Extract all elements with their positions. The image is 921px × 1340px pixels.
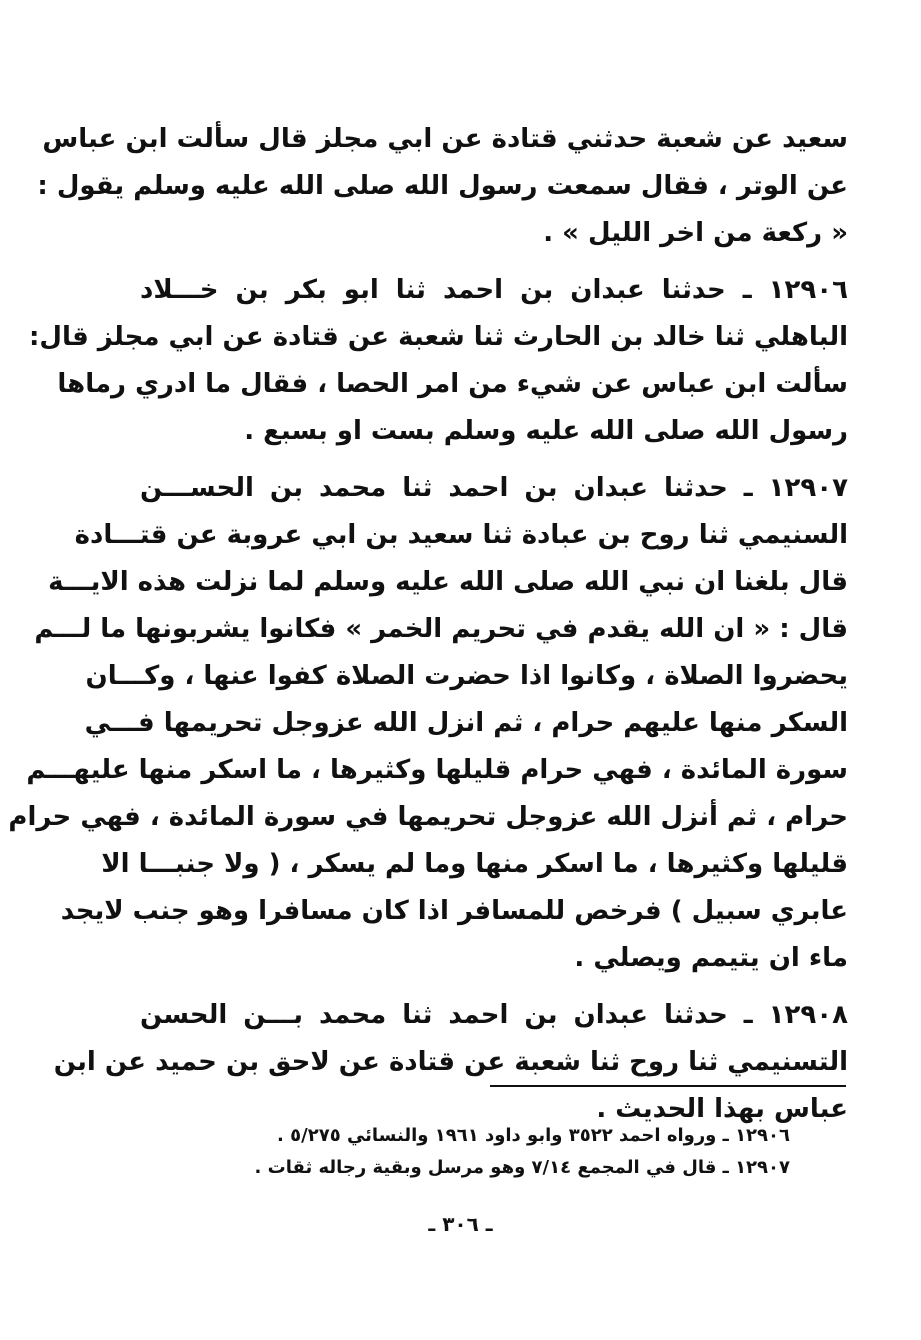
paragraph-hadith-12906	[29, 267, 848, 455]
text-line: سألت ابن عباس عن شيء من امر الحصا ، فقال ما ادري رماها	[57, 369, 848, 399]
main-text	[8, 116, 848, 1143]
text-line: ١٢٩٠٧ ـ حدثنا عبدان بن احمد ثنا محمد بن الحســـن	[140, 473, 848, 503]
paragraph-continuation	[37, 116, 848, 257]
text-line: السكر منها عليهم حرام ، ثم انزل الله عزوجل تحريمها فـــي	[84, 708, 848, 738]
text-line: عباس بهذا الحديث .	[596, 1094, 848, 1124]
footnote-12906: ١٢٩٠٦ ـ ورواه احمد ٣٥٢٢ وابو داود ١٩٦١ والنسائي ٥/٢٧٥ .	[277, 1125, 790, 1146]
text-line: يحضروا الصلاة ، وكانوا اذا حضرت الصلاة كفوا عنها ، وكـــان	[85, 661, 848, 691]
paragraph-hadith-12907	[8, 465, 848, 982]
page-number: ـ ٣٠٦ ـ	[428, 1212, 493, 1236]
text-line: قال : « ان الله يقدم في تحريم الخمر » فكانوا يشربونها ما لـــم	[34, 614, 848, 644]
text-line: ١٢٩٠٨ ـ حدثنا عبدان بن احمد ثنا محمد بـــن الحسن	[140, 1000, 848, 1030]
text-line: ١٢٩٠٦ ـ حدثنا عبدان بن احمد ثنا ابو بكر بن خـــلاد	[140, 275, 848, 305]
text-line: التسنيمي ثنا روح ثنا شعبة عن قتادة عن لاحق بن حميد عن ابن	[53, 1047, 848, 1077]
text-line: الباهلي ثنا خالد بن الحارث ثنا شعبة عن قتادة عن ابي مجلز قال:	[29, 322, 848, 352]
text-line: رسول الله صلى الله عليه وسلم بست او بسبع .	[244, 416, 848, 446]
text-line: قال بلغنا ان نبي الله صلى الله عليه وسلم لما نزلت هذه الايـــة	[48, 567, 848, 597]
footnote-divider	[490, 1085, 846, 1087]
text-line: سورة المائدة ، فهي حرام قليلها وكثيرها ، ما اسكر منها عليهـــم	[26, 755, 848, 785]
text-line: قليلها وكثيرها ، ما اسكر منها وما لم يسكر ، ( ولا جنبـــا الا	[101, 849, 848, 879]
text-line: عن الوتر ، فقال سمعت رسول الله صلى الله عليه وسلم يقول :	[37, 171, 848, 201]
text-line: عابري سبيل ) فرخص للمسافر اذا كان مسافرا وهو جنب لايجد	[60, 896, 848, 926]
footnote-12907: ١٢٩٠٧ ـ قال في المجمع ٧/١٤ وهو مرسل وبقية رجاله ثقات .	[254, 1157, 790, 1178]
text-line: سعيد عن شعبة حدثني قتادة عن ابي مجلز قال سألت ابن عباس	[42, 124, 848, 154]
text-line: حرام ، ثم أنزل الله عزوجل تحريمها في سورة المائدة ، فهي حرام	[8, 802, 848, 832]
text-line: ماء ان يتيمم ويصلي .	[574, 943, 848, 973]
paragraph-hadith-12908	[53, 992, 848, 1133]
footnotes	[170, 1120, 790, 1184]
text-line: « ركعة من اخر الليل » .	[543, 218, 848, 248]
text-line: السنيمي ثنا روح بن عبادة ثنا سعيد بن ابي عروبة عن قتـــادة	[74, 520, 848, 550]
